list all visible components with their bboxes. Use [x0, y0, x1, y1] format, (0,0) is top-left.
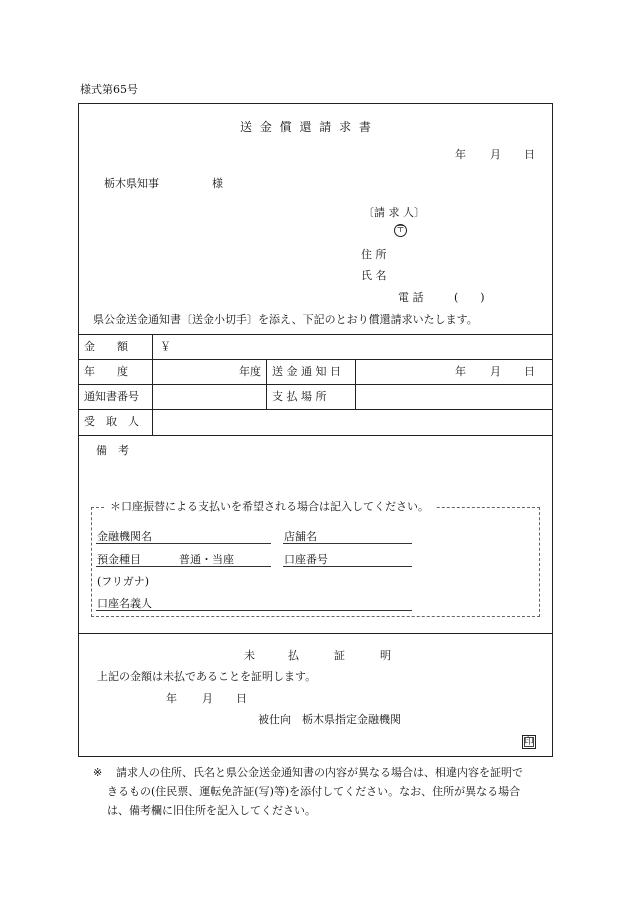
fiscal-year-suffix: 年度	[239, 365, 261, 378]
note-line-1: 請求人の住所、氏名と県公金送金通知書の内容が異なる場合は、相違内容を証明で	[116, 766, 523, 779]
yen-mark: ￥	[160, 340, 171, 353]
notice-date-label: 送 金 通 知 日	[272, 365, 341, 378]
account-number-label: 口座番号	[284, 553, 328, 566]
phone-label: 電 話	[398, 291, 424, 304]
notice-number-label: 通知書番号	[84, 390, 139, 403]
honorific: 様	[212, 177, 223, 190]
unpaid-cert-title-2: 払	[288, 649, 299, 662]
postal-mark-icon: 〒	[395, 225, 405, 235]
notice-date-year: 年	[455, 365, 466, 378]
unpaid-cert-title-1: 未	[244, 649, 255, 662]
date-year: 年	[455, 148, 466, 161]
cert-date-day: 日	[236, 692, 247, 705]
account-holder-label: 口座名義人	[97, 597, 152, 610]
branch-name-label: 店舗名	[284, 530, 317, 543]
furigana-label: (フリガナ)	[97, 575, 150, 588]
account-number-line	[283, 566, 412, 567]
notice-date-month: 月	[490, 365, 501, 378]
deposit-type-label: 預金種目	[97, 553, 141, 566]
table-top-border	[78, 334, 553, 335]
table-bottom-border	[78, 435, 553, 436]
row-divider	[78, 409, 553, 410]
unpaid-cert-title-3: 証	[334, 649, 345, 662]
date-day: 日	[524, 148, 535, 161]
row-divider	[78, 384, 553, 385]
claim-form	[78, 103, 553, 757]
section-divider	[78, 633, 553, 634]
name-label: 氏 名	[361, 269, 387, 282]
date-month: 月	[490, 148, 501, 161]
bank-box-legend: ＊口座振替による支払いを希望される場合は記入してください。	[104, 501, 435, 512]
seal-stamp-icon: 印	[522, 735, 536, 749]
note-mark: ※	[93, 766, 103, 779]
request-statement: 県公金送金通知書〔送金小切手〕を添え、下記のとおり償還請求いたします。	[93, 313, 478, 326]
unpaid-cert-statement: 上記の金額は未払であることを証明します。	[97, 670, 317, 683]
form-number: 様式第65号	[80, 83, 138, 96]
notice-date-day: 日	[524, 365, 535, 378]
payment-place-label: 支 払 場 所	[272, 390, 327, 403]
cert-date-year: 年	[166, 692, 177, 705]
addressee: 栃木県知事	[104, 177, 159, 190]
amount-label: 金 額	[84, 340, 128, 353]
address-label: 住 所	[361, 248, 387, 261]
bank-name-line	[96, 543, 271, 544]
phone-parens: ( )	[454, 291, 485, 304]
form-title: 送 金 償 還 請 求 書	[240, 120, 373, 134]
remarks-label: 備 考	[96, 444, 129, 457]
deposit-type-line	[96, 566, 271, 567]
fiscal-year-label: 年 度	[84, 365, 128, 378]
row-divider	[78, 359, 553, 360]
unpaid-cert-title-4: 明	[380, 649, 391, 662]
note-line-2: きるもの(住民票、運転免許証(写)等)を添付してください。なお、住所が異なる場合	[107, 785, 521, 798]
label-column-divider	[152, 334, 153, 435]
bank-name-label: 金融機関名	[97, 530, 152, 543]
column-divider	[266, 359, 267, 409]
note-line-3: は、備考欄に旧住所を記入してください。	[107, 804, 316, 817]
claimant-label: 〔請 求 人〕	[363, 206, 425, 219]
recipient-label: 受 取 人	[84, 415, 139, 428]
deposit-type-value: 普通・当座	[179, 553, 234, 566]
branch-name-line	[283, 543, 412, 544]
column-divider	[355, 359, 356, 409]
cert-date-month: 月	[202, 692, 213, 705]
issuer: 被仕向 栃木県指定金融機関	[258, 713, 401, 726]
account-holder-line	[96, 610, 412, 611]
